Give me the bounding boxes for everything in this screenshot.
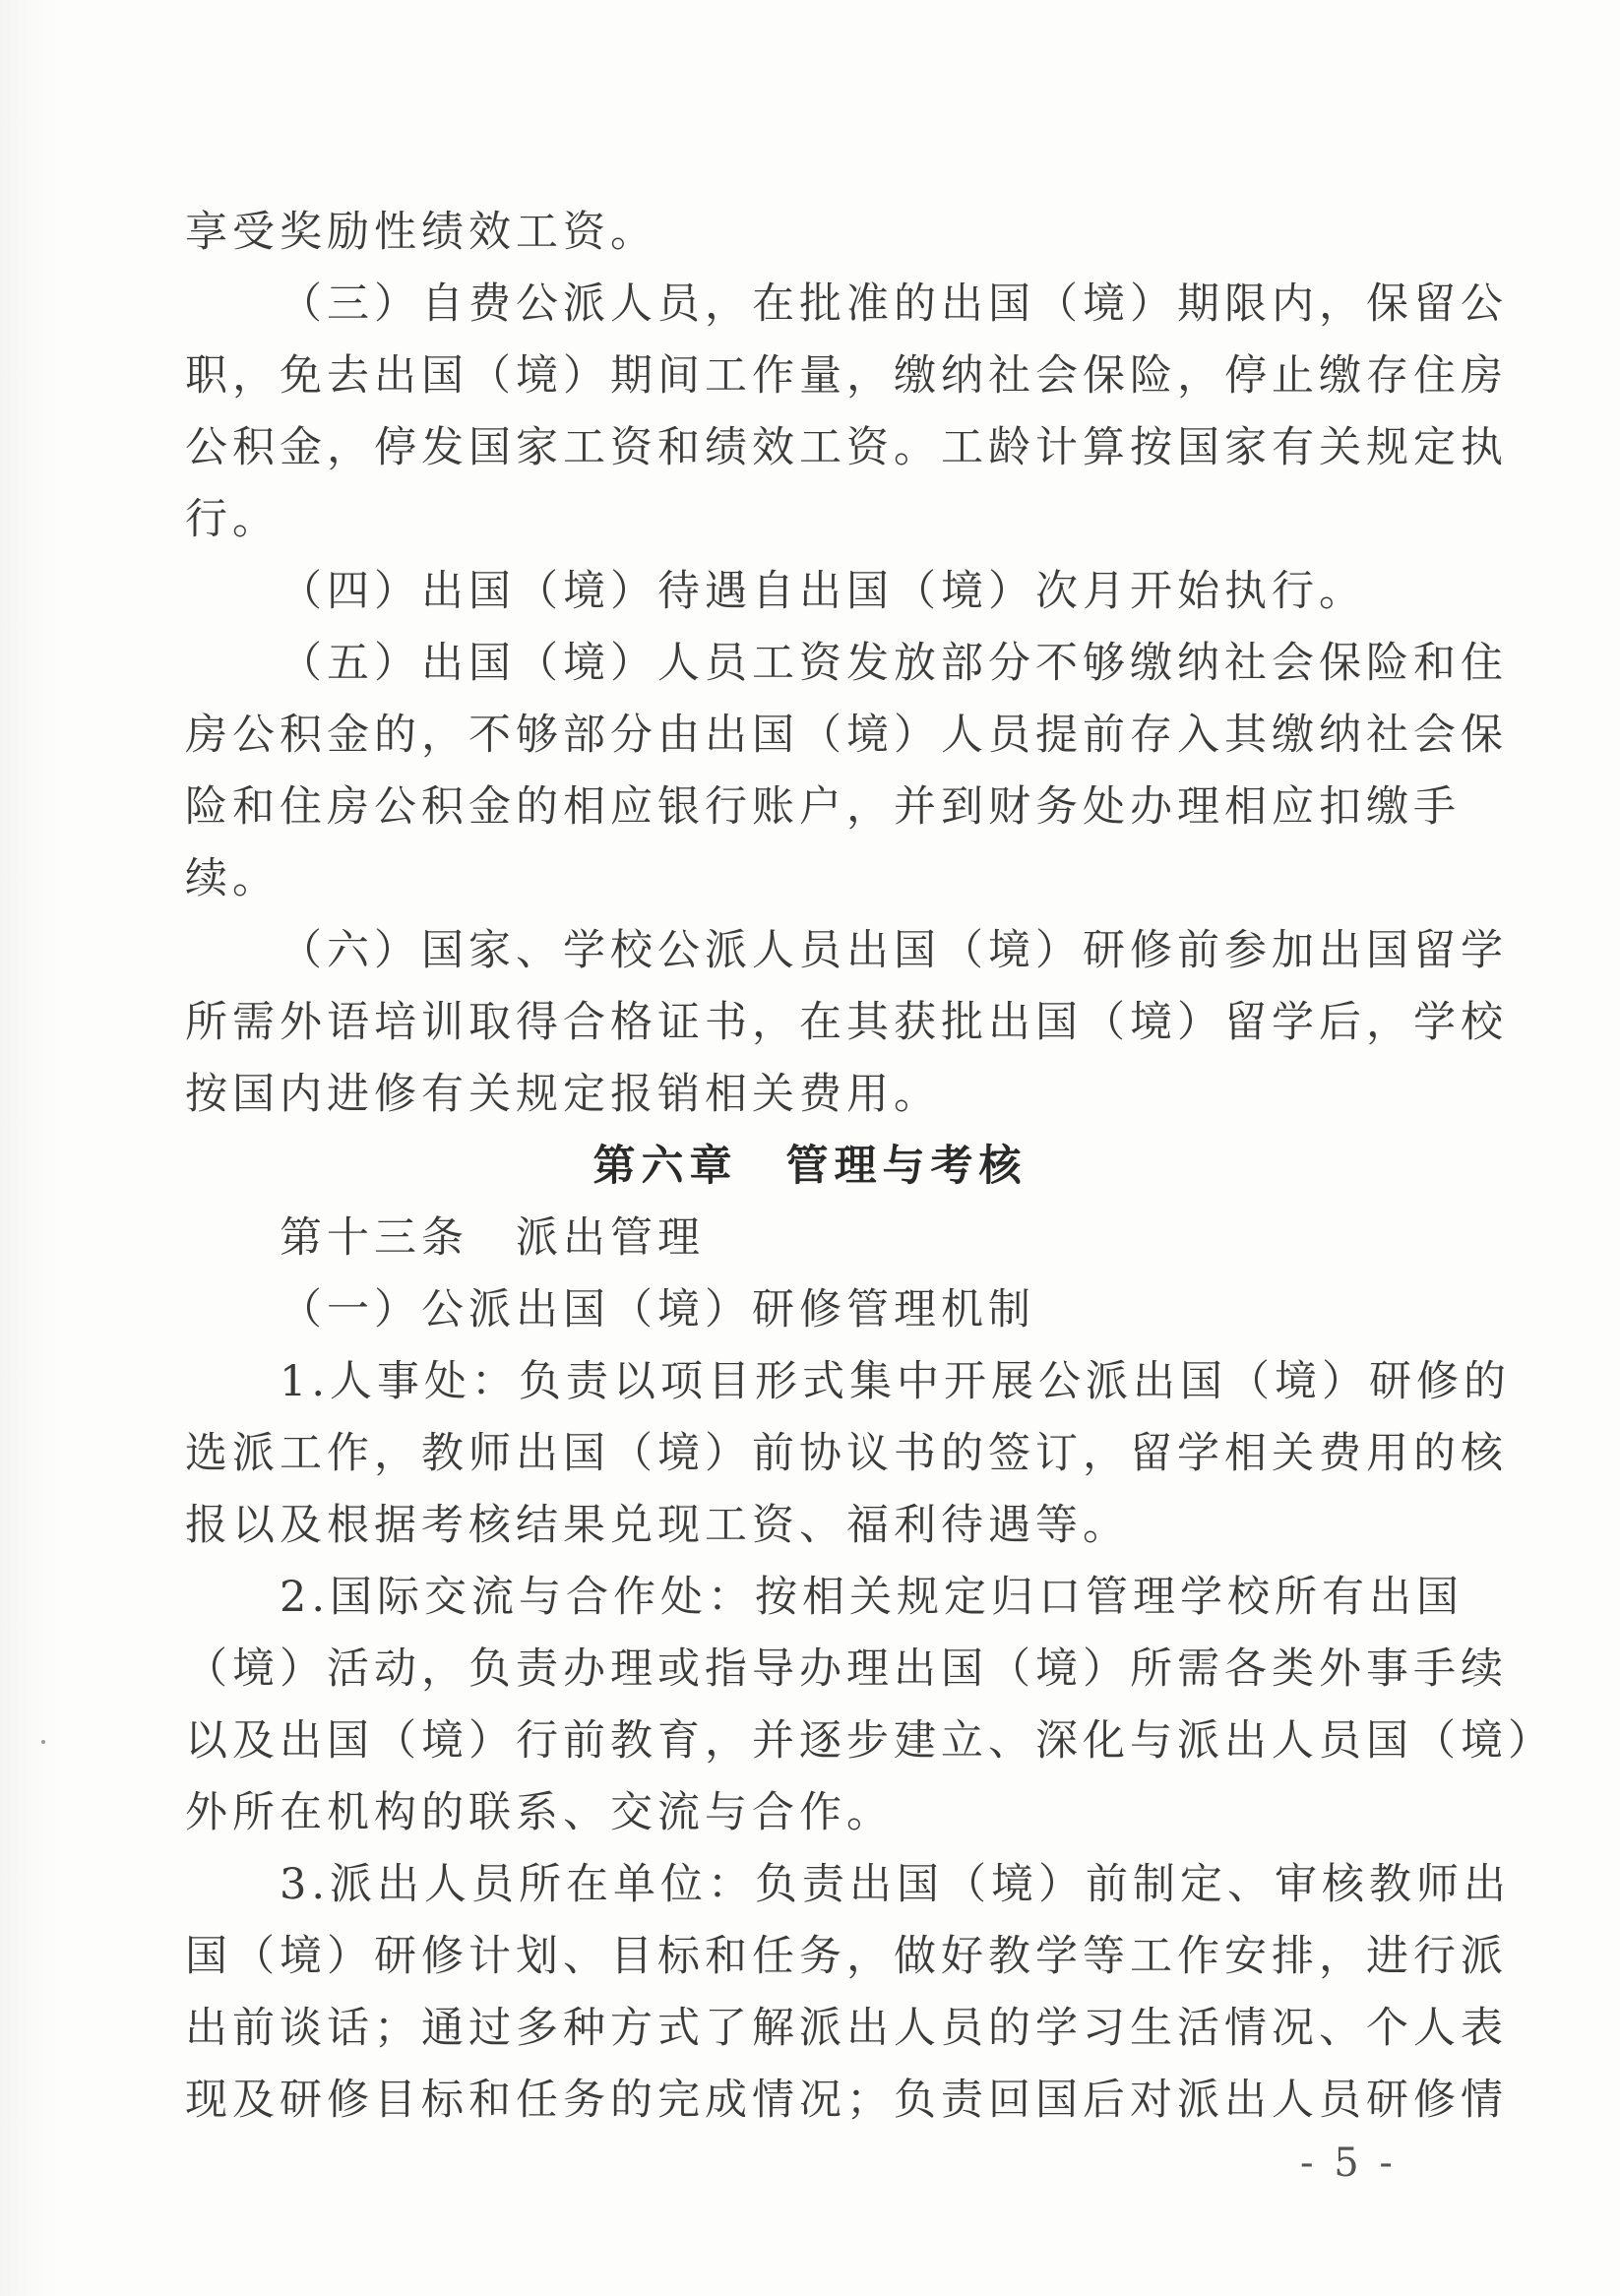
text-line: 出前谈话；通过多种方式了解派出人员的学习生活情况、个人表 bbox=[185, 2004, 1508, 2053]
text-line: 现及研修目标和任务的完成情况；负责回国后对派出人员研修情 bbox=[185, 2076, 1508, 2125]
text-line: 房公积金的，不够部分由出国（境）人员提前存入其缴纳社会保 bbox=[185, 711, 1508, 760]
scan-speck bbox=[41, 1740, 45, 1744]
body-text bbox=[185, 197, 1555, 2137]
text-line: 险和住房公积金的相应银行账户，并到财务处办理相应扣缴手 bbox=[185, 782, 1461, 832]
page-number: - 5 - bbox=[1300, 2141, 1397, 2186]
text-line: 选派工作，教师出国（境）前协议书的签订，留学相关费用的核 bbox=[185, 1429, 1508, 1478]
text-line: （境）活动，负责办理或指导办理出国（境）所需各类外事手续 bbox=[185, 1644, 1508, 1694]
text-line: 享受奖励性绩效工资。 bbox=[185, 208, 657, 257]
text-line: 1.人事处：负责以项目形式集中开展公派出国（境）研修的 bbox=[280, 1357, 1512, 1406]
text-line: 3.派出人员所在单位：负责出国（境）前制定、审核教师出 bbox=[280, 1860, 1512, 1909]
text-line: 以及出国（境）行前教育，并逐步建立、深化与派出人员国（境） bbox=[185, 1716, 1555, 1766]
paragraphs-after-heading bbox=[185, 1203, 1555, 2137]
paragraphs-before-heading bbox=[185, 197, 1508, 1131]
scan-shadow bbox=[0, 0, 59, 2296]
text-line: 行。 bbox=[185, 495, 280, 544]
chapter-heading: 第六章 管理与考核 bbox=[592, 1142, 1028, 1191]
text-line: 2.国际交流与合作处：按相关规定归口管理学校所有出国 bbox=[280, 1573, 1464, 1622]
text-line: （一）公派出国（境）研修管理机制 bbox=[280, 1285, 1035, 1334]
text-line: （三）自费公派人员，在批准的出国（境）期限内，保留公 bbox=[280, 279, 1508, 329]
text-line: 第十三条 派出管理 bbox=[280, 1213, 705, 1263]
text-line: 所需外语培训取得合格证书，在其获批出国（境）留学后，学校 bbox=[185, 998, 1508, 1047]
text-line: 报以及根据考核结果兑现工资、福利待遇等。 bbox=[185, 1501, 1130, 1550]
text-line: 外所在机构的联系、交流与合作。 bbox=[185, 1788, 894, 1837]
text-line: （五）出国（境）人员工资发放部分不够缴纳社会保险和住 bbox=[280, 639, 1508, 688]
text-line: （六）国家、学校公派人员出国（境）研修前参加出国留学 bbox=[280, 926, 1508, 975]
text-line: 公积金，停发国家工资和绩效工资。工龄计算按国家有关规定执 bbox=[185, 423, 1508, 472]
text-line: 续。 bbox=[185, 854, 280, 903]
text-line: 国（境）研修计划、目标和任务，做好教学等工作安排，进行派 bbox=[185, 1932, 1508, 1981]
text-line: 职，免去出国（境）期间工作量，缴纳社会保险，停止缴存住房 bbox=[185, 351, 1508, 401]
text-line: 按国内进修有关规定报销相关费用。 bbox=[185, 1070, 941, 1119]
text-line: （四）出国（境）待遇自出国（境）次月开始执行。 bbox=[280, 567, 1366, 616]
